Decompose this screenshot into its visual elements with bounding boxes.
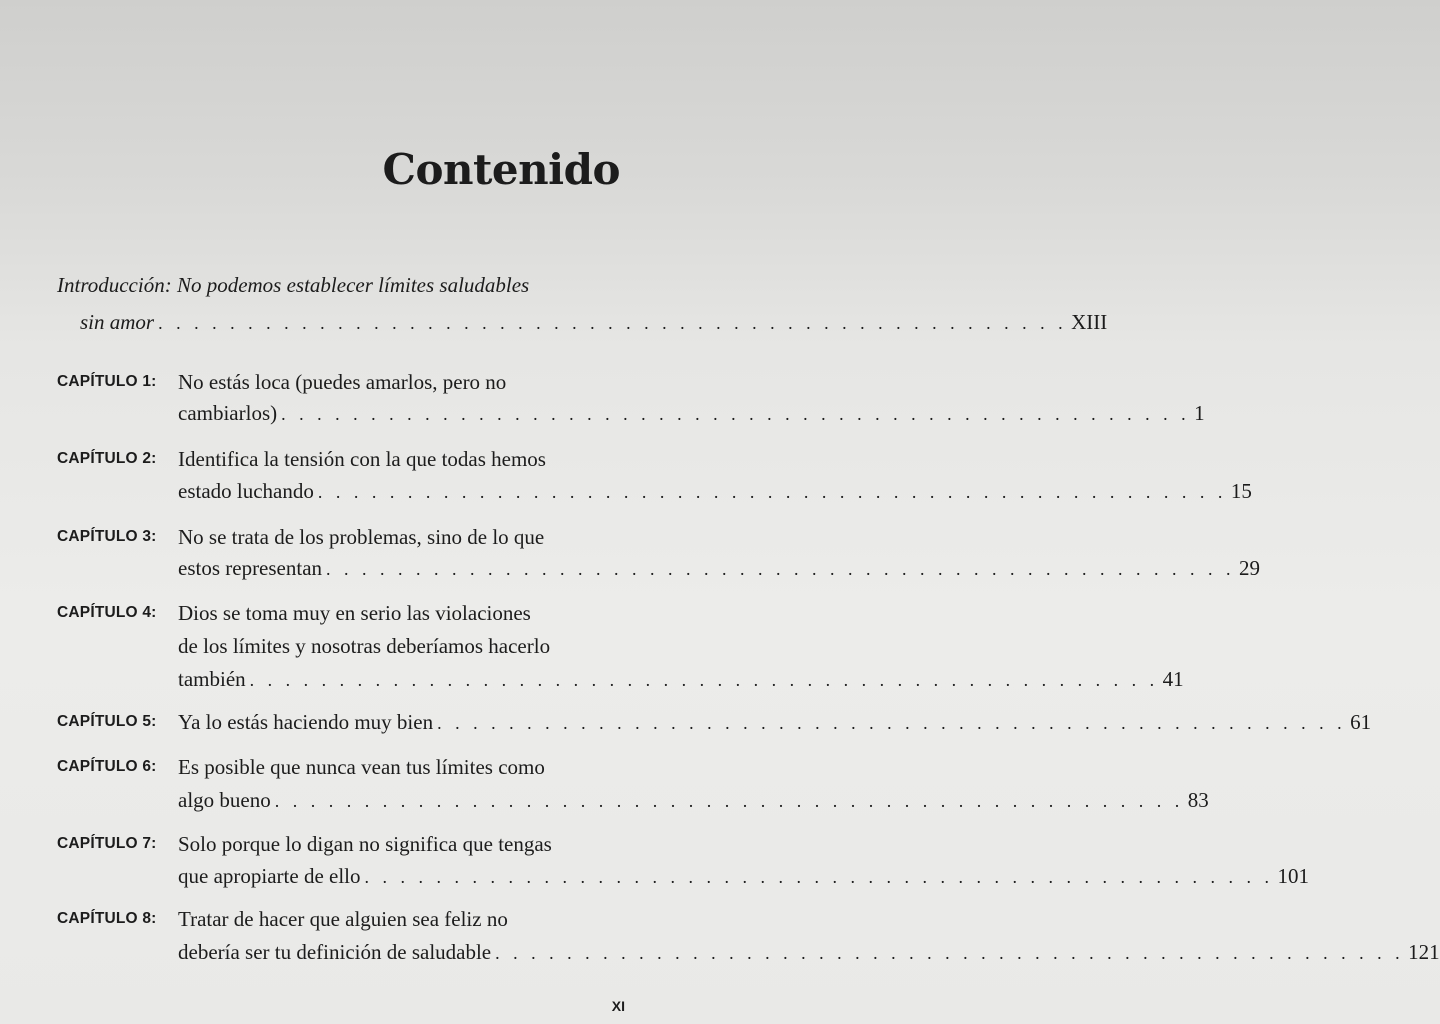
chapter-title-end: estos representan (178, 556, 323, 580)
page-number: 15 (1230, 479, 1252, 503)
page-number: 29 (1239, 556, 1261, 580)
chapter-entry (178, 400, 1205, 427)
chapter-label: CAPÍTULO 5: (57, 713, 157, 730)
folio-page-number: XI (611, 998, 625, 1014)
intro-entry (80, 309, 1108, 336)
page-number: XIII (1071, 310, 1108, 334)
chapter-entry (178, 787, 1209, 814)
page-number: 101 (1277, 864, 1309, 888)
chapter-title-line: Tratar de hacer que alguien sea feliz no (178, 907, 508, 931)
chapter-title-end: cambiarlos) (178, 401, 278, 425)
dot-leader: . . . . . . . . . . . . . . . . . . . . . . . . . . . . . . . . . . . . . . . . . . . . . . . . . . . (317, 482, 1227, 502)
chapter-title-line: Identifica la tensión con la que todas hemos (178, 447, 546, 471)
page-number: 1 (1194, 401, 1205, 425)
page-number: 83 (1187, 788, 1209, 812)
page-number: 121 (1408, 940, 1440, 964)
page-number: 41 (1162, 667, 1184, 691)
chapter-title-line: Solo porque lo digan no significa que tengas (178, 832, 552, 856)
chapter-label: CAPÍTULO 2: (57, 450, 157, 467)
dot-leader: . . . . . . . . . . . . . . . . . . . . . . . . . . . . . . . . . . . . . . . . . . . . . . . . . . . (281, 404, 1191, 424)
chapter-label: CAPÍTULO 1: (57, 373, 157, 390)
chapter-title-end: también (178, 667, 246, 691)
chapter-title-end: debería ser tu definición de saludable (178, 940, 492, 964)
chapter-title-end: Ya lo estás haciendo muy bien (178, 710, 434, 734)
dot-leader: . . . . . . . . . . . . . . . . . . . . . . . . . . . . . . . . . . . . . . . . . . . . . . . . . . . (249, 670, 1159, 690)
dot-leader: . . . . . . . . . . . . . . . . . . . . . . . . . . . . . . . . . . . . . . . . . . . . . . . . . . . (326, 559, 1236, 579)
chapter-title-line: Es posible que nunca vean tus límites como (178, 755, 545, 779)
chapter-title-line: Dios se toma muy en serio las violaciones (178, 601, 531, 625)
chapter-label: CAPÍTULO 4: (57, 604, 157, 621)
intro-title-line: Introducción: No podemos establecer límites saludables (57, 273, 530, 297)
chapter-entry (178, 666, 1184, 693)
chapter-entry (178, 478, 1252, 505)
chapter-entry (178, 709, 1372, 736)
chapter-title-line: de los límites y nosotras deberíamos hacerlo (178, 634, 551, 658)
dot-leader: . . . . . . . . . . . . . . . . . . . . . . . . . . . . . . . . . . . . . . . . . . . . . . . . . . . (158, 313, 1068, 333)
dot-leader: . . . . . . . . . . . . . . . . . . . . . . . . . . . . . . . . . . . . . . . . . . . . . . . . . . . (274, 791, 1184, 811)
intro-title-end: sin amor (80, 310, 155, 334)
chapter-title-line: No estás loca (puedes amarlos, pero no (178, 370, 507, 394)
chapter-entry (178, 939, 1440, 966)
chapter-label: CAPÍTULO 7: (57, 835, 157, 852)
chapter-title-end: que apropiarte de ello (178, 864, 361, 888)
chapter-label: CAPÍTULO 8: (57, 910, 157, 927)
page-title: Contenido (382, 145, 620, 194)
chapter-title-end: estado luchando (178, 479, 314, 503)
chapter-title-line: No se trata de los problemas, sino de lo que (178, 525, 545, 549)
chapter-title-end: algo bueno (178, 788, 271, 812)
chapter-label: CAPÍTULO 3: (57, 528, 157, 545)
chapter-entry (178, 555, 1261, 582)
chapter-entry (178, 863, 1309, 890)
dot-leader: . . . . . . . . . . . . . . . . . . . . . . . . . . . . . . . . . . . . . . . . . . . . . . . . . . . (437, 713, 1347, 733)
dot-leader: . . . . . . . . . . . . . . . . . . . . . . . . . . . . . . . . . . . . . . . . . . . . . . . . . . . (495, 943, 1405, 963)
page-number: 61 (1350, 710, 1372, 734)
dot-leader: . . . . . . . . . . . . . . . . . . . . . . . . . . . . . . . . . . . . . . . . . . . . . . . . . . . (364, 867, 1274, 887)
chapter-label: CAPÍTULO 6: (57, 758, 157, 775)
